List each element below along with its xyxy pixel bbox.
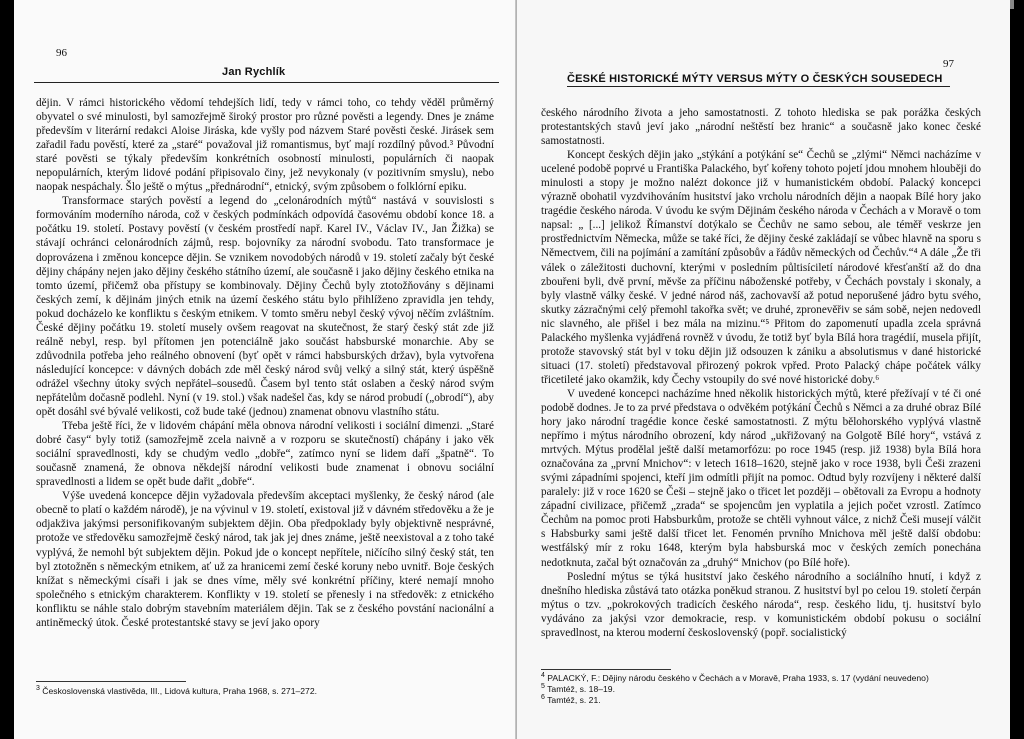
paragraph: V uvedené koncepci nacházíme hned několik historických mýtů, které přežívají v té či oné podobě dodnes. Je to za prvé představa o odvěkém potýkání Čechů s Němci a za druhé obraz Bílé hory jako národní tragédie konce české samostatnosti. Z mýtu bělohorského vyplývá vlastně nepřímo i mýtus národního obrození, kdy národ „ukřižovaný na Golgotě Bílé hory“, vstává z mrtvých. Mýtus prodělal ještě další metamorfózu: po roce 1945 (resp. již 1938) byla Bílá hora označována za „první Mnichov“: v letech 1618–1620, stejně jako v roce 1938, byli Češi zrazeni svými západními spojenci, kteří jim odmítli přijít na pomoc. Odtud byly rozvíjeny i některé další paralely: již v roce 1620 se Češi – stejně jako o třicet let později – obětovali za Evropu a hodnoty západní civilizace, přičemž „zrada“ se spojencům jen vyplatila a jejich počet vzrostl. Zatímco Čechům na pomoc proti Habsburkům, protože se chtěli vyhnout válce, z nichž Češi musejí válčit s Habsburky sami ještě další třicet let. Fenomén prvního Mnichova měl ještě další obdobu: westfálský mír z roku 1648, kterým byla habsburská moc v českých zemích ponechána nedotknuta, začal být označován za „druhý“ Mnichov (po Bílé hoře). bbox=[541, 387, 981, 569]
paragraph: Koncept českých dějin jako „stýkání a potýkání se“ Čechů se „zlými“ Němci nacházíme v ucelené podobě poprvé u Františka Palackého, byť kořeny tohoto pojetí jdou mnohem hlouběji do minulosti a stopy je možno nalézt dokonce již v humanistickém období. Palacký koncepci výrazně obohatil vyzdvihováním husitství jako vrcholu národních dějin a naopak Bílé hory jako tragédie českého národa. V úvodu ke svým Dějinám českého národa v Čechách a v Moravě o tom napsal: „ [...] jelikož Římanství dotýkalo se Čechův ne samo sebou, ale téměř veskrze jen prostřednictvím Německa, může se také říci, že dějiny české zakládají se vůbec hlavně na sporu s Němectvem, čili na pojímání a zamítání způsobův a řádův německých od Čechův.“⁴ A dále „Že tři válek o záležitosti duchovní, kterými v posledním půltisíciletí národové křesťanští až do dna zbouřeni byli, dvě první, měvše za příčinu náboženské potřeby, v Čechách povstaly i skonaly, a byly vlastně války české. V jedné národ náš, zachovavší až potud neporušené jádro bytu svého, skutky zázračnými celý přemohl takořka svět; ve druhé, zpronevěřiv se sám sobě, nejen nedovedl nic slavného, ale přišel i bez mála na mizinu.“⁵ Přitom do zapomenutí upadla zcela správná Palackého myšlenka vyjádřená rovněž v úvodu, že totiž byť byla Bílá hora tragédií, musela přijít, protože stavovský stát byl v toku dějin již odsouzen k zániku a absolutismus v dané historické situaci (17. století) představoval přirozený pokrok vpřed. Proto Palacký chápe počátek války třicetileté jako okamžik, kdy Čechy vstoupily do své nové historické doby.⁶ bbox=[541, 149, 981, 386]
paragraph: Poslední mýtus se týká husitství jako českého národního a sociálního hnutí, i když z dnešního hlediska zůstává tato otázka poněkud stranou. Z husitství byl po celou 19. století čerpán mýtus o tzv. „pokrokových tradicích českého národa“, resp. českého lidu, tj. husitství bylo vydáváno za jakýsi vzor demokracie, resp. v komunistickém období pokusu o sociální spravedlnost, na kterou moderní československý (popř. socialistický bbox=[541, 570, 981, 639]
footnote-mark: 6 bbox=[541, 694, 545, 702]
footnote-rule bbox=[36, 681, 186, 682]
footnote-text: Tamtéž, s. 21. bbox=[547, 695, 601, 705]
header-rule bbox=[34, 82, 499, 83]
left-page bbox=[14, 0, 517, 739]
body-text bbox=[541, 106, 981, 640]
paragraph: Transformace starých pověstí a legend do „celonárodních mýtů“ nastává v souvislosti s formováním moderního národa, což v českých podmínkách odpovídá časovému období konce 18. a počátku 19. století. Postavy pověstí (v českém prostředí např. Karel IV., Václav IV., Jan Žižka) se stávají ochránci celonárodních zájmů, resp. bojovníky za národní svobodu. Tato transformace je doprovázena i změnou koncepce dějin. Se vznikem novodobých národů v 19. století začaly být české dějiny chápány nejen jako dějiny českého státního území, ale současně i jako dějiny českého etnika na tomto území, přičemž oba přístupy se kombinovaly. Dějiny Čechů byly ztotožňovány s dějinami českých zemí, k dějinám jiných etnik na území českého státu bylo přihlíženo zpravidla jen tehdy, pokud docházelo ke konfliktu s českým etnikem. V tomto směru nebyl český vývoj něčím zvláštním. České dějiny počátku 19. století musely ovšem reagovat na skutečnost, že starý český stát zde již reálně nebyl, resp. byl přítomen jen potenciálně jako součást habsburské monarchie. Aby se zdůvodnila potřeba jeho reálného obnovení (byť opět v rámci habsburských držav), byla vytvořena následující koncepce: v dávných dobách zde měl český národ svůj velký a silný stát, který úspěšně odrážel všechny útoky svých nepřátel–sousedů. Časem byl tento stát oslaben a český národ svým nepřátelům dočasně podlehl. Nyní (v 19. stol.) však nadešel čas, kdy se národ probudí („obrodí“), aby opět dosáhl své bývalé velikosti, což bude také (jednou) znamenat obnovu vlastního státu. bbox=[36, 195, 494, 419]
footnote-mark: 4 bbox=[541, 672, 545, 680]
paragraph: českého národního života a jeho samostatnosti. Z tohoto hlediska se pak porážka českých protestantských stavů jeví jako „národní neštěstí bez hranic“ a současně jako konec české samostatnosti. bbox=[541, 107, 981, 148]
running-head: ČESKÉ HISTORICKÉ MÝTY VERSUS MÝTY O ČESKÝCH SOUSEDECH bbox=[567, 73, 943, 85]
paragraph: Třeba ještě říci, že v lidovém chápání měla obnova národní velikosti i sociální dimenzi. „Staré dobré časy“ byly totiž (samozřejmě zcela naivně a v rozporu se skutečností) chápány i jako věk sociální spravedlnosti, kdy se chudým vedlo „dobře“, zatímco nyní se lidem daří „špatně“. To současně znamená, že obnova někdejší národní velikosti bude znamenat i obnovu sociální spravedlnosti a lidem se opět bude dařit „dobře“. bbox=[36, 420, 494, 489]
footnote bbox=[541, 684, 981, 695]
footnote-mark: 5 bbox=[541, 683, 545, 691]
footnote bbox=[541, 695, 981, 706]
footnote bbox=[541, 673, 981, 684]
page-number: 96 bbox=[56, 47, 67, 59]
right-page bbox=[517, 0, 1010, 739]
footnote-text: Československá vlastivěda, III., Lidová kultura, Praha 1968, s. 271–272. bbox=[42, 686, 317, 696]
footnote-rule bbox=[541, 669, 671, 670]
footnotes bbox=[541, 673, 981, 706]
body-text bbox=[36, 96, 494, 630]
page-number: 97 bbox=[943, 58, 954, 70]
footnote-text: PALACKÝ, F.: Dějiny národu českého v Čechách a v Moravě, Praha 1933, s. 17 (vydání neuvedeno) bbox=[547, 673, 929, 683]
footnote bbox=[36, 686, 496, 697]
paragraph: Výše uvedená koncepce dějin vyžadovala především akceptaci myšlenky, že český národ (ale obecně to platí o každém národě), je na vývinul v 19. století, existoval již v dávném středověku a že je odjakživa jakýmsi personifikovaným subjektem dějin. Oba předpoklady byly objektivně nesprávné, protože ve středověku samozřejmě český národ, tak jak jej dnes známe, ještě neexistoval a z toho také vyplývá, že nemohl být subjektem dějin. Pokud jde o koncept nepřítele, ničícího silný český stát, ten byl ztotožněn s německým etnikem, ať už za hranicemi zemí české koruny nebo uvnitř. Boje českých knížat s německými císaři i jak se dnes víme, měly své konkrétní příčiny, které nemají mnoho společného s etnickým charakterem. Konflikty v 19. století se přenesly i na středověk: z etnického konfliktu se náhle stalo dobrým stavebním materiálem dějin. Tak se z českého povstání nacionální a antiněmecký útok. České protestantské stavy se jeví jako opory bbox=[36, 490, 494, 629]
header-rule bbox=[567, 86, 950, 87]
footnote-text: Tamtéž, s. 18–19. bbox=[547, 684, 615, 694]
running-head: Jan Rychlík bbox=[222, 66, 286, 78]
footnote-mark: 3 bbox=[36, 685, 40, 693]
paragraph: dějin. V rámci historického vědomí tehdejších lidí, tedy v rámci toho, co tehdy věděl průměrný obyvatel o své minulosti, byl samozřejmě široký prostor pro různé pověsti a legendy. Dnes je známe především v literární redakci Aloise Jiráska, kde vyšly pod názvem Staré pověsti české. Jirásek sem zařadil řadu pověstí, které za „staré“ považoval již romantismus, byť mají rozdílný původ.³ Původní staré pověsti se týkaly především konkrétních osobností minulosti, populárních či naopak nepopulárních, kterým lidové podání připisovalo činy, jež nevykonaly (v pozitivním smyslu), nebo naopak nespáchaly. Šlo ještě o mýtus „přednárodní“, etnický, svým způsobem o folklórní epiku. bbox=[36, 97, 494, 194]
